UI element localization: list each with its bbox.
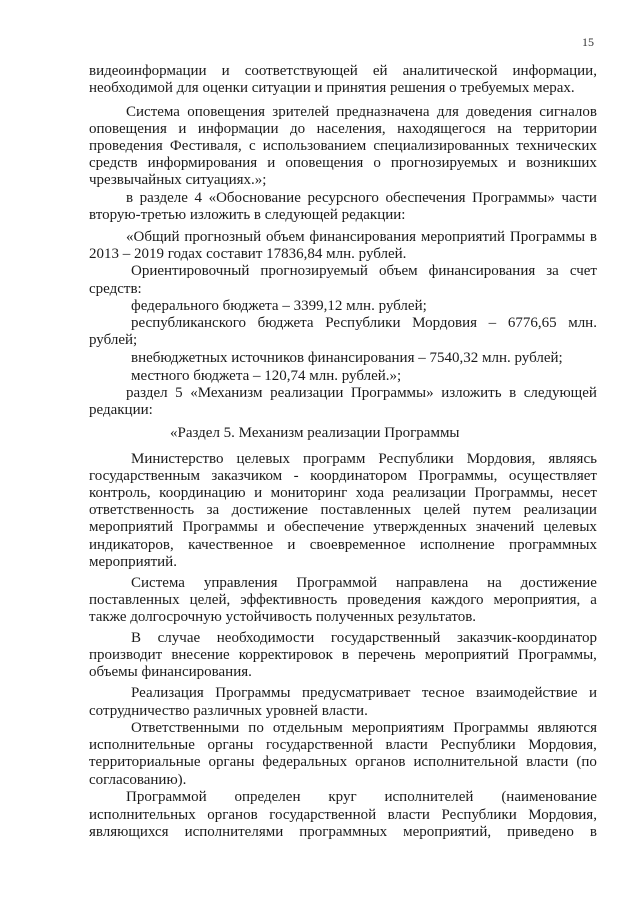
text-line: Реализация Программы предусматривает тесное взаимодействие и bbox=[131, 685, 597, 701]
text-line: объемы финансирования. bbox=[89, 664, 252, 680]
text-line: проведения Фестиваля, с использованием специализированных технических bbox=[89, 138, 597, 154]
text-line: республиканского бюджета Республики Мордовия – 6776,65 млн. bbox=[131, 315, 597, 331]
text-line: Система управления Программой направлена на достижение bbox=[131, 575, 597, 591]
text-line: необходимой для оценки ситуации и принятия решения о требуемых мерах. bbox=[89, 80, 575, 96]
text-line: государственным заказчиком - координатором Программы, осуществляет bbox=[89, 468, 597, 484]
text-line: «Общий прогнозный объем финансирования мероприятий Программы в bbox=[126, 229, 597, 245]
text-line: Ответственными по отдельным мероприятиям Программы являются bbox=[131, 720, 597, 736]
text-line: оповещения и информации до населения, находящегося на территории bbox=[89, 121, 597, 137]
text-line: сотрудничество различных уровней власти. bbox=[89, 703, 368, 719]
page-number: 15 bbox=[582, 35, 594, 49]
text-line: средств: bbox=[89, 281, 142, 297]
text-line: внебюджетных источников финансирования – 7540,32 млн. рублей; bbox=[131, 350, 563, 366]
text-line: производит внесение корректировок в перечень мероприятий Программы, bbox=[89, 647, 597, 663]
text-line: контроль, координацию и мониторинг хода реализации Программы, несет bbox=[89, 485, 597, 501]
text-line: редакции: bbox=[89, 402, 153, 418]
text-line: ответственность за достижение поставленных целей путем реализации bbox=[89, 502, 597, 518]
text-line: мероприятий Программы и обеспечение утвержденных значений целевых bbox=[89, 519, 597, 535]
text-line: Ориентировочный прогнозируемый объем финансирования за счет bbox=[131, 263, 597, 279]
text-line: вторую-третью изложить в следующей редакции: bbox=[89, 207, 406, 223]
text-line: также долгосрочную устойчивость полученных результатов. bbox=[89, 609, 477, 625]
text-line: согласованию). bbox=[89, 772, 187, 788]
text-line: в разделе 4 «Обоснование ресурсного обеспечения Программы» части bbox=[126, 190, 597, 206]
text-line: рублей; bbox=[89, 332, 138, 348]
text-line: мероприятий. bbox=[89, 554, 177, 570]
text-line: федерального бюджета – 3399,12 млн. рублей; bbox=[131, 298, 427, 314]
text-line: чрезвычайных ситуациях.»; bbox=[89, 172, 267, 188]
text-line: поставленных целей, эффективность проведения каждого мероприятия, а bbox=[89, 592, 597, 608]
text-line: В случае необходимости государственный заказчик-координатор bbox=[131, 630, 597, 646]
text-line: являющихся исполнителями программных мероприятий, приведено в bbox=[89, 824, 597, 840]
text-line: территориальные органы федеральных органов исполнительной власти (по bbox=[89, 754, 597, 770]
text-line: видеоинформации и соответствующей ей аналитической информации, bbox=[89, 63, 597, 79]
text-line: индикаторов, качественное и своевременное исполнение программных bbox=[89, 537, 597, 553]
text-line: Министерство целевых программ Республики Мордовия, являясь bbox=[131, 451, 597, 467]
text-line: 2013 – 2019 годах составит 17836,84 млн. рублей. bbox=[89, 246, 407, 262]
text-line: раздел 5 «Механизм реализации Программы» изложить в следующей bbox=[126, 385, 597, 401]
text-line: исполнительных органов государственной власти Республики Мордовия, bbox=[89, 807, 597, 823]
text-line: Система оповещения зрителей предназначена для доведения сигналов bbox=[126, 104, 597, 120]
text-line: Программой определен круг исполнителей (наименование bbox=[126, 789, 597, 805]
text-line: средств информирования и оповещения о прогнозируемых и возникших bbox=[89, 155, 597, 171]
text-line: местного бюджета – 120,74 млн. рублей.»; bbox=[131, 368, 402, 384]
text-line: «Раздел 5. Механизм реализации Программы bbox=[170, 425, 460, 441]
text-line: исполнительные органы государственной власти Республики Мордовия, bbox=[89, 737, 597, 753]
